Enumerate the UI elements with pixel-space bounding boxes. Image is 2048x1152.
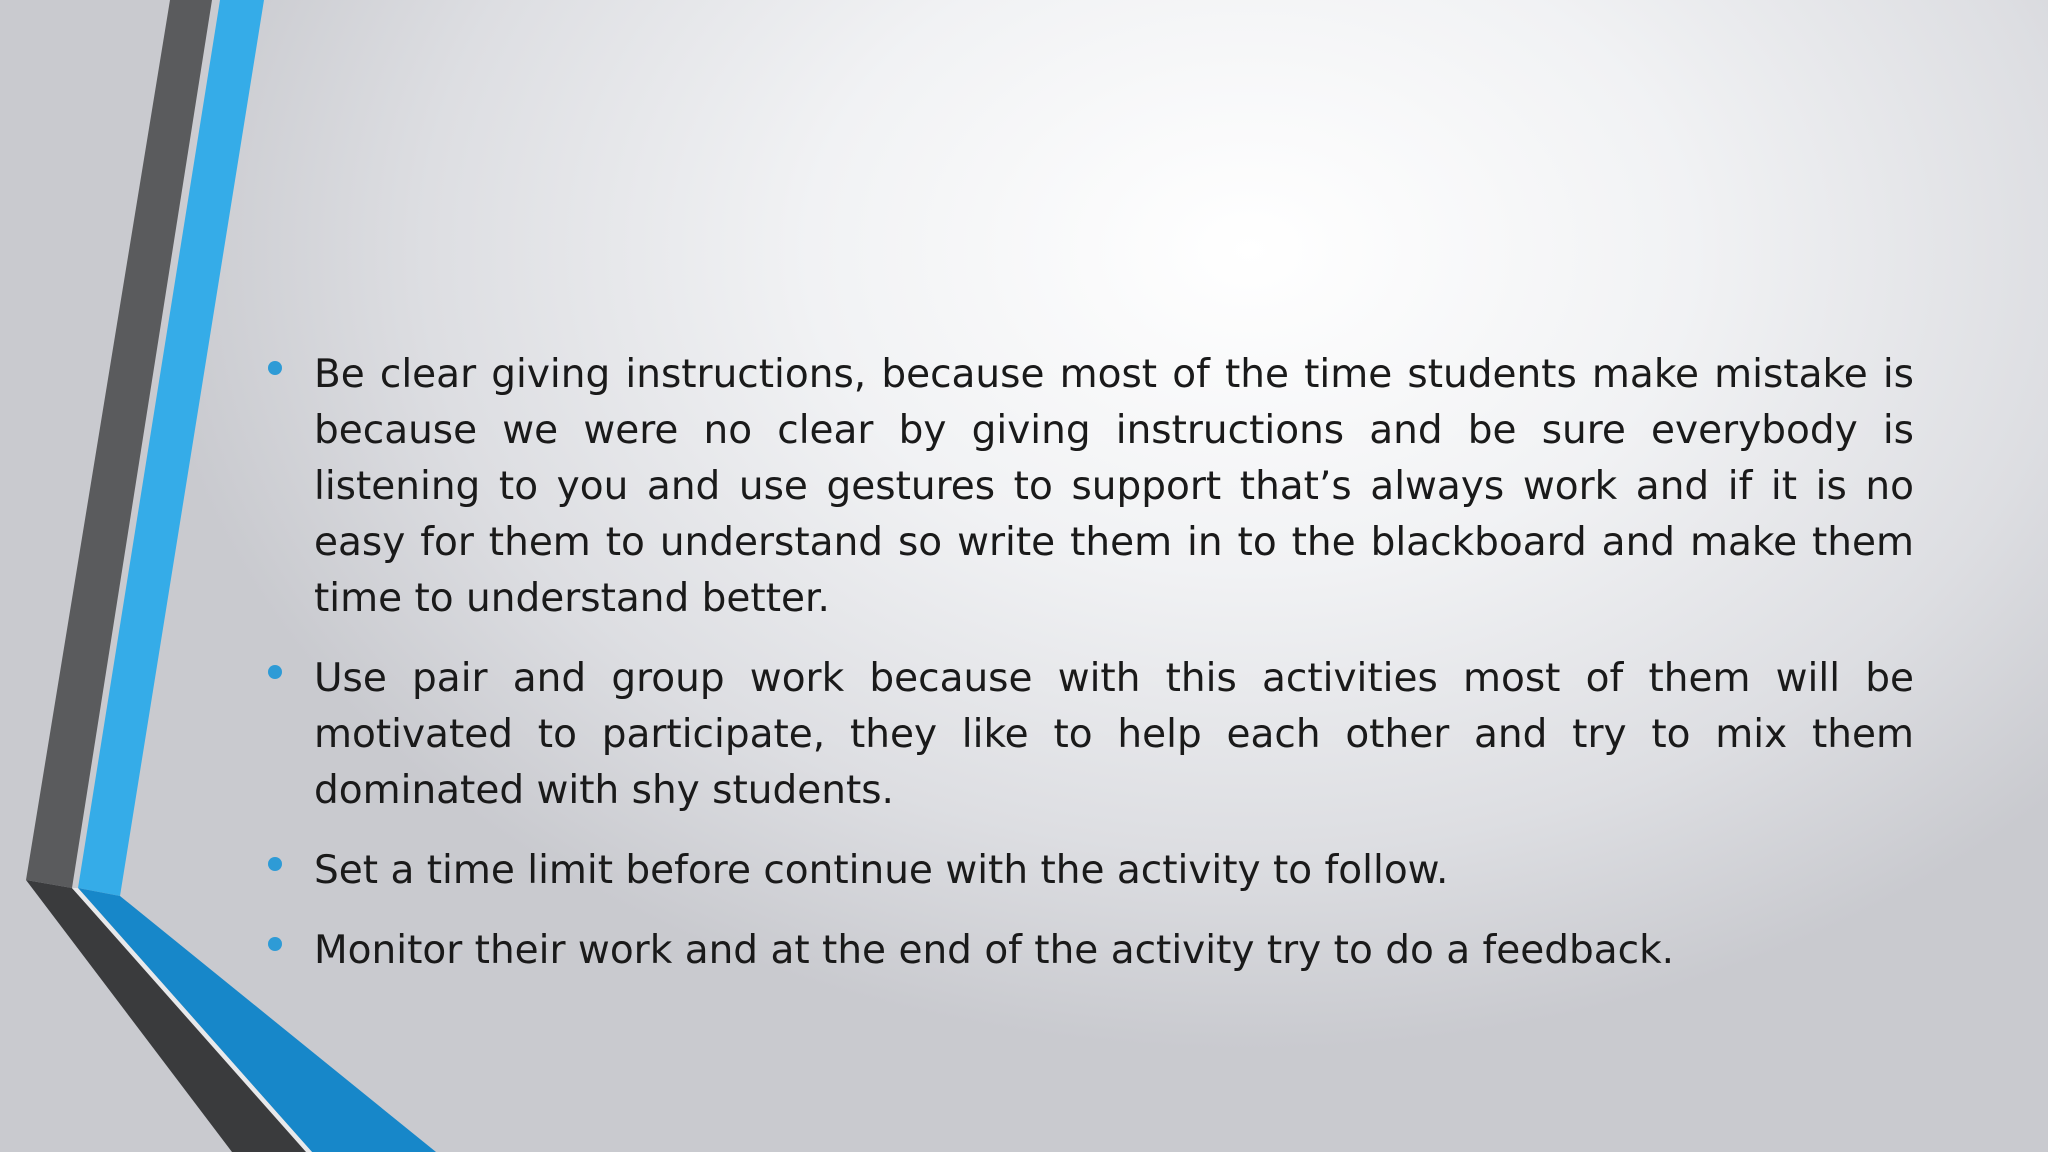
bullet-list xyxy=(262,347,1914,979)
bullet-item xyxy=(262,651,1914,819)
bullet-text: Be clear giving instructions, because most of the time students make mistake is because we were no clear by giving instructions and be sure everybody is listening to you and use gestures to support that’s always work and if it is no easy for them to understand so write them in to the blackboard and make them time to understand better. xyxy=(314,352,1914,621)
bullet-item xyxy=(262,843,1914,899)
bullet-item xyxy=(262,923,1914,979)
bullet-dot-icon xyxy=(268,665,282,679)
bullet-text: Use pair and group work because with this activities most of them will be motivated to participate, they like to help each other and try to mix them dominated with shy students. xyxy=(314,656,1914,813)
bullet-dot-icon xyxy=(268,361,282,375)
bullet-text: Set a time limit before continue with the activity to follow. xyxy=(314,848,1449,893)
bullet-dot-icon xyxy=(268,937,282,951)
bullet-dot-icon xyxy=(268,857,282,871)
bullet-text: Monitor their work and at the end of the activity try to do a feedback. xyxy=(314,928,1675,973)
slide-body xyxy=(262,347,1914,1003)
bullet-item xyxy=(262,347,1914,627)
